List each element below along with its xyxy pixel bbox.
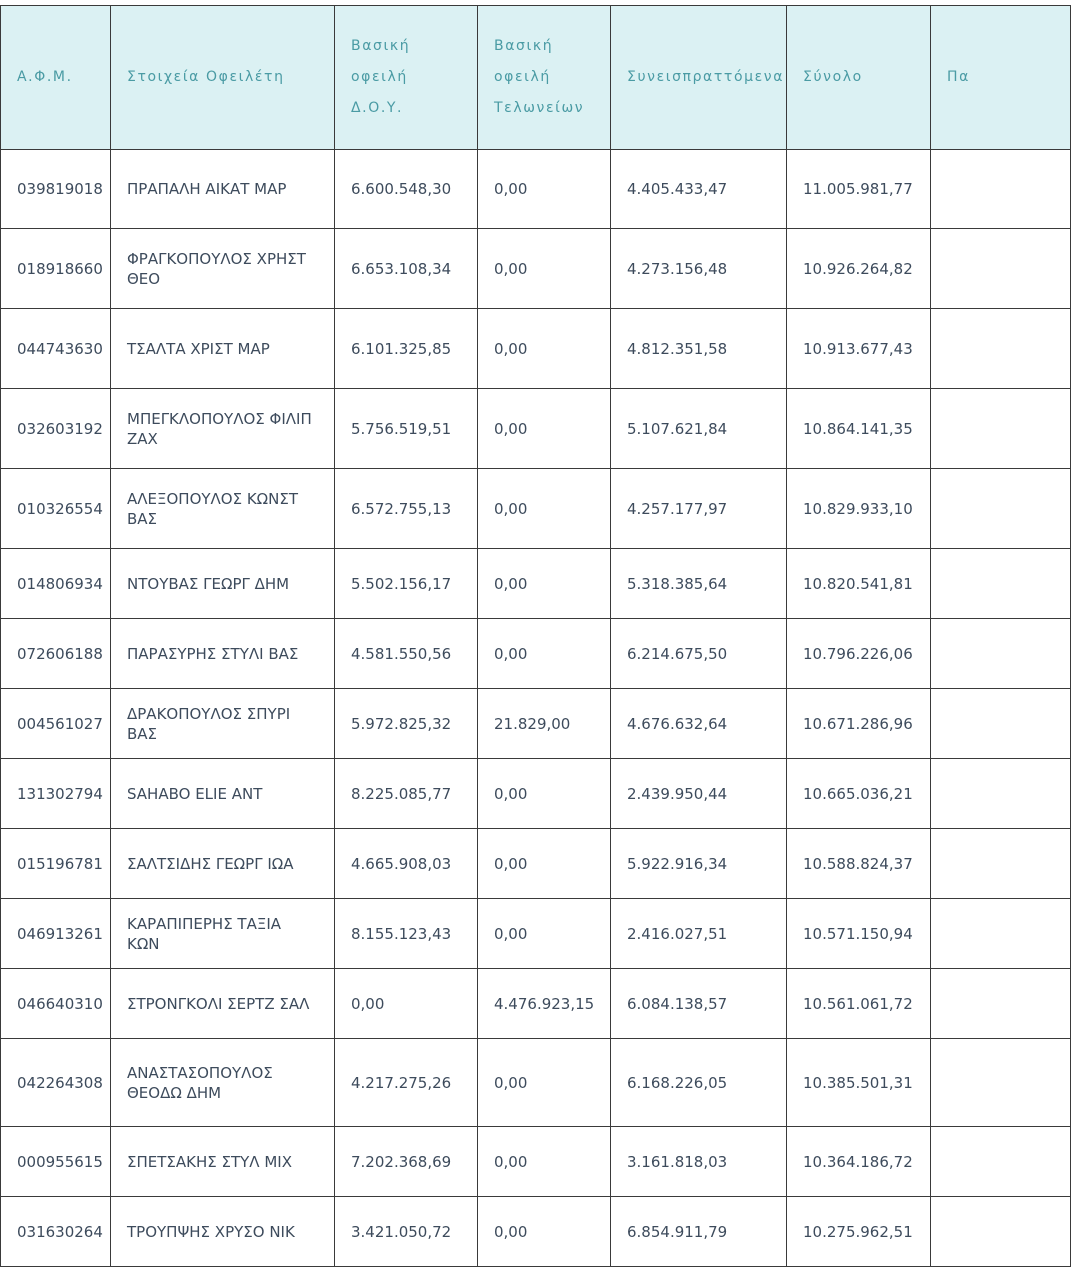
cell-customs-debt: 0,00	[478, 229, 611, 309]
cell-afm: 004561027	[1, 689, 111, 759]
header-customs-line3: Τελωνείων	[494, 100, 585, 116]
cell-doy-debt: 8.155.123,43	[335, 899, 478, 969]
cell-collected: 5.922.916,34	[611, 829, 787, 899]
cell-total: 10.385.501,31	[787, 1039, 931, 1127]
cell-total: 10.864.141,35	[787, 389, 931, 469]
cell-afm: 031630264	[1, 1197, 111, 1267]
cell-collected: 6.214.675,50	[611, 619, 787, 689]
table-row	[1, 899, 1071, 969]
header-doy-line2: οφειλή	[351, 69, 408, 85]
header-partial: Πα	[931, 6, 1071, 150]
cell-collected: 6.084.138,57	[611, 969, 787, 1039]
cell-collected: 6.854.911,79	[611, 1197, 787, 1267]
debtors-table	[0, 5, 1071, 1267]
table-row	[1, 689, 1071, 759]
cell-debtor-name: ΤΡΟΥΠΨΗΣ ΧΡΥΣΟ ΝΙΚ	[111, 1197, 335, 1267]
cell-debtor-name: ΣΠΕΤΣΑΚΗΣ ΣΤΥΛ ΜΙΧ	[111, 1127, 335, 1197]
header-doy-line3: Δ.Ο.Υ.	[351, 100, 404, 116]
cell-total: 10.926.264,82	[787, 229, 931, 309]
cell-total: 10.671.286,96	[787, 689, 931, 759]
cell-doy-debt: 5.756.519,51	[335, 389, 478, 469]
header-row	[1, 6, 1071, 150]
cell-customs-debt: 0,00	[478, 389, 611, 469]
cell-afm: 072606188	[1, 619, 111, 689]
cell-customs-debt: 0,00	[478, 1197, 611, 1267]
cell-collected: 4.676.632,64	[611, 689, 787, 759]
header-total: Σύνολο	[787, 6, 931, 150]
cell-collected: 6.168.226,05	[611, 1039, 787, 1127]
cell-afm: 044743630	[1, 309, 111, 389]
cell-afm: 039819018	[1, 150, 111, 229]
cell-customs-debt: 0,00	[478, 1127, 611, 1197]
cell-collected: 4.257.177,97	[611, 469, 787, 549]
cell-partial	[931, 619, 1071, 689]
table-row	[1, 389, 1071, 469]
cell-partial	[931, 309, 1071, 389]
cell-debtor-name: ΠΑΡΑΣΥΡΗΣ ΣΤΥΛΙ ΒΑΣ	[111, 619, 335, 689]
cell-collected: 4.405.433,47	[611, 150, 787, 229]
cell-debtor-name: ΣΤΡΟΝΓΚΟΛΙ ΣΕΡΤΖ ΣΑΛ	[111, 969, 335, 1039]
cell-partial	[931, 829, 1071, 899]
cell-partial	[931, 1039, 1071, 1127]
header-doy-line1: Βασική	[351, 38, 411, 54]
table-row	[1, 759, 1071, 829]
cell-total: 10.829.933,10	[787, 469, 931, 549]
cell-collected: 2.416.027,51	[611, 899, 787, 969]
cell-doy-debt: 5.972.825,32	[335, 689, 478, 759]
cell-doy-debt: 6.572.755,13	[335, 469, 478, 549]
cell-afm: 015196781	[1, 829, 111, 899]
cell-afm: 010326554	[1, 469, 111, 549]
table-row	[1, 969, 1071, 1039]
cell-doy-debt: 4.217.275,26	[335, 1039, 478, 1127]
cell-afm: 131302794	[1, 759, 111, 829]
cell-total: 11.005.981,77	[787, 150, 931, 229]
cell-partial	[931, 229, 1071, 309]
cell-afm: 014806934	[1, 549, 111, 619]
header-customs-debt	[478, 6, 611, 150]
cell-afm: 018918660	[1, 229, 111, 309]
table-row	[1, 229, 1071, 309]
cell-partial	[931, 549, 1071, 619]
header-customs-line2: οφειλή	[494, 69, 551, 85]
cell-total: 10.588.824,37	[787, 829, 931, 899]
header-customs-line1: Βασική	[494, 38, 554, 54]
cell-afm: 032603192	[1, 389, 111, 469]
cell-total: 10.913.677,43	[787, 309, 931, 389]
cell-debtor-name: ΑΛΕΞΟΠΟΥΛΟΣ ΚΩΝΣΤ ΒΑΣ	[111, 469, 335, 549]
cell-total: 10.820.541,81	[787, 549, 931, 619]
cell-partial	[931, 759, 1071, 829]
cell-debtor-name: ΣΑΛΤΣΙΔΗΣ ΓΕΩΡΓ ΙΩΑ	[111, 829, 335, 899]
cell-doy-debt: 0,00	[335, 969, 478, 1039]
cell-collected: 5.318.385,64	[611, 549, 787, 619]
cell-doy-debt: 4.665.908,03	[335, 829, 478, 899]
header-afm: Α.Φ.Μ.	[1, 6, 111, 150]
cell-debtor-name: SAHABO ELIE ANT	[111, 759, 335, 829]
cell-collected: 4.812.351,58	[611, 309, 787, 389]
cell-afm: 042264308	[1, 1039, 111, 1127]
cell-partial	[931, 969, 1071, 1039]
cell-debtor-name: ΤΣΑΛΤΑ ΧΡΙΣΤ ΜΑΡ	[111, 309, 335, 389]
cell-doy-debt: 6.600.548,30	[335, 150, 478, 229]
table-row	[1, 150, 1071, 229]
table-row	[1, 469, 1071, 549]
cell-customs-debt: 0,00	[478, 619, 611, 689]
cell-debtor-name: ΚΑΡΑΠΙΠΕΡΗΣ ΤΑΞΙΑ ΚΩΝ	[111, 899, 335, 969]
cell-customs-debt: 0,00	[478, 1039, 611, 1127]
cell-doy-debt: 6.653.108,34	[335, 229, 478, 309]
table-row	[1, 1039, 1071, 1127]
cell-total: 10.275.962,51	[787, 1197, 931, 1267]
header-debtor: Στοιχεία Οφειλέτη	[111, 6, 335, 150]
cell-debtor-name: ΠΡΑΠΑΛΗ ΑΙΚΑΤ ΜΑΡ	[111, 150, 335, 229]
cell-partial	[931, 469, 1071, 549]
header-doy-debt	[335, 6, 478, 150]
cell-customs-debt: 0,00	[478, 150, 611, 229]
cell-doy-debt: 8.225.085,77	[335, 759, 478, 829]
cell-customs-debt: 0,00	[478, 759, 611, 829]
cell-afm: 046913261	[1, 899, 111, 969]
cell-doy-debt: 6.101.325,85	[335, 309, 478, 389]
cell-doy-debt: 3.421.050,72	[335, 1197, 478, 1267]
table-row	[1, 1197, 1071, 1267]
cell-debtor-name: ΔΡΑΚΟΠΟΥΛΟΣ ΣΠΥΡΙ ΒΑΣ	[111, 689, 335, 759]
cell-total: 10.796.226,06	[787, 619, 931, 689]
header-collected: Συνεισπραττόμενα	[611, 6, 787, 150]
cell-collected: 3.161.818,03	[611, 1127, 787, 1197]
cell-collected: 5.107.621,84	[611, 389, 787, 469]
cell-customs-debt: 21.829,00	[478, 689, 611, 759]
cell-customs-debt: 0,00	[478, 309, 611, 389]
cell-partial	[931, 389, 1071, 469]
cell-collected: 2.439.950,44	[611, 759, 787, 829]
table-row	[1, 549, 1071, 619]
cell-debtor-name: ΜΠΕΓΚΛΟΠΟΥΛΟΣ ΦΙΛΙΠ ΖΑΧ	[111, 389, 335, 469]
cell-total: 10.561.061,72	[787, 969, 931, 1039]
cell-debtor-name: ΝΤΟΥΒΑΣ ΓΕΩΡΓ ΔΗΜ	[111, 549, 335, 619]
cell-customs-debt: 0,00	[478, 469, 611, 549]
cell-partial	[931, 899, 1071, 969]
cell-partial	[931, 689, 1071, 759]
cell-total: 10.665.036,21	[787, 759, 931, 829]
cell-afm: 000955615	[1, 1127, 111, 1197]
cell-customs-debt: 0,00	[478, 899, 611, 969]
table-row	[1, 829, 1071, 899]
cell-doy-debt: 5.502.156,17	[335, 549, 478, 619]
cell-total: 10.364.186,72	[787, 1127, 931, 1197]
table-row	[1, 1127, 1071, 1197]
cell-debtor-name: ΦΡΑΓΚΟΠΟΥΛΟΣ ΧΡΗΣΤ ΘΕΟ	[111, 229, 335, 309]
cell-partial	[931, 150, 1071, 229]
table-row	[1, 309, 1071, 389]
cell-customs-debt: 4.476.923,15	[478, 969, 611, 1039]
cell-doy-debt: 7.202.368,69	[335, 1127, 478, 1197]
cell-doy-debt: 4.581.550,56	[335, 619, 478, 689]
cell-customs-debt: 0,00	[478, 829, 611, 899]
cell-customs-debt: 0,00	[478, 549, 611, 619]
cell-collected: 4.273.156,48	[611, 229, 787, 309]
cell-debtor-name: ΑΝΑΣΤΑΣΟΠΟΥΛΟΣ ΘΕΟΔΩ ΔΗΜ	[111, 1039, 335, 1127]
table-row	[1, 619, 1071, 689]
cell-afm: 046640310	[1, 969, 111, 1039]
cell-total: 10.571.150,94	[787, 899, 931, 969]
cell-partial	[931, 1127, 1071, 1197]
cell-partial	[931, 1197, 1071, 1267]
